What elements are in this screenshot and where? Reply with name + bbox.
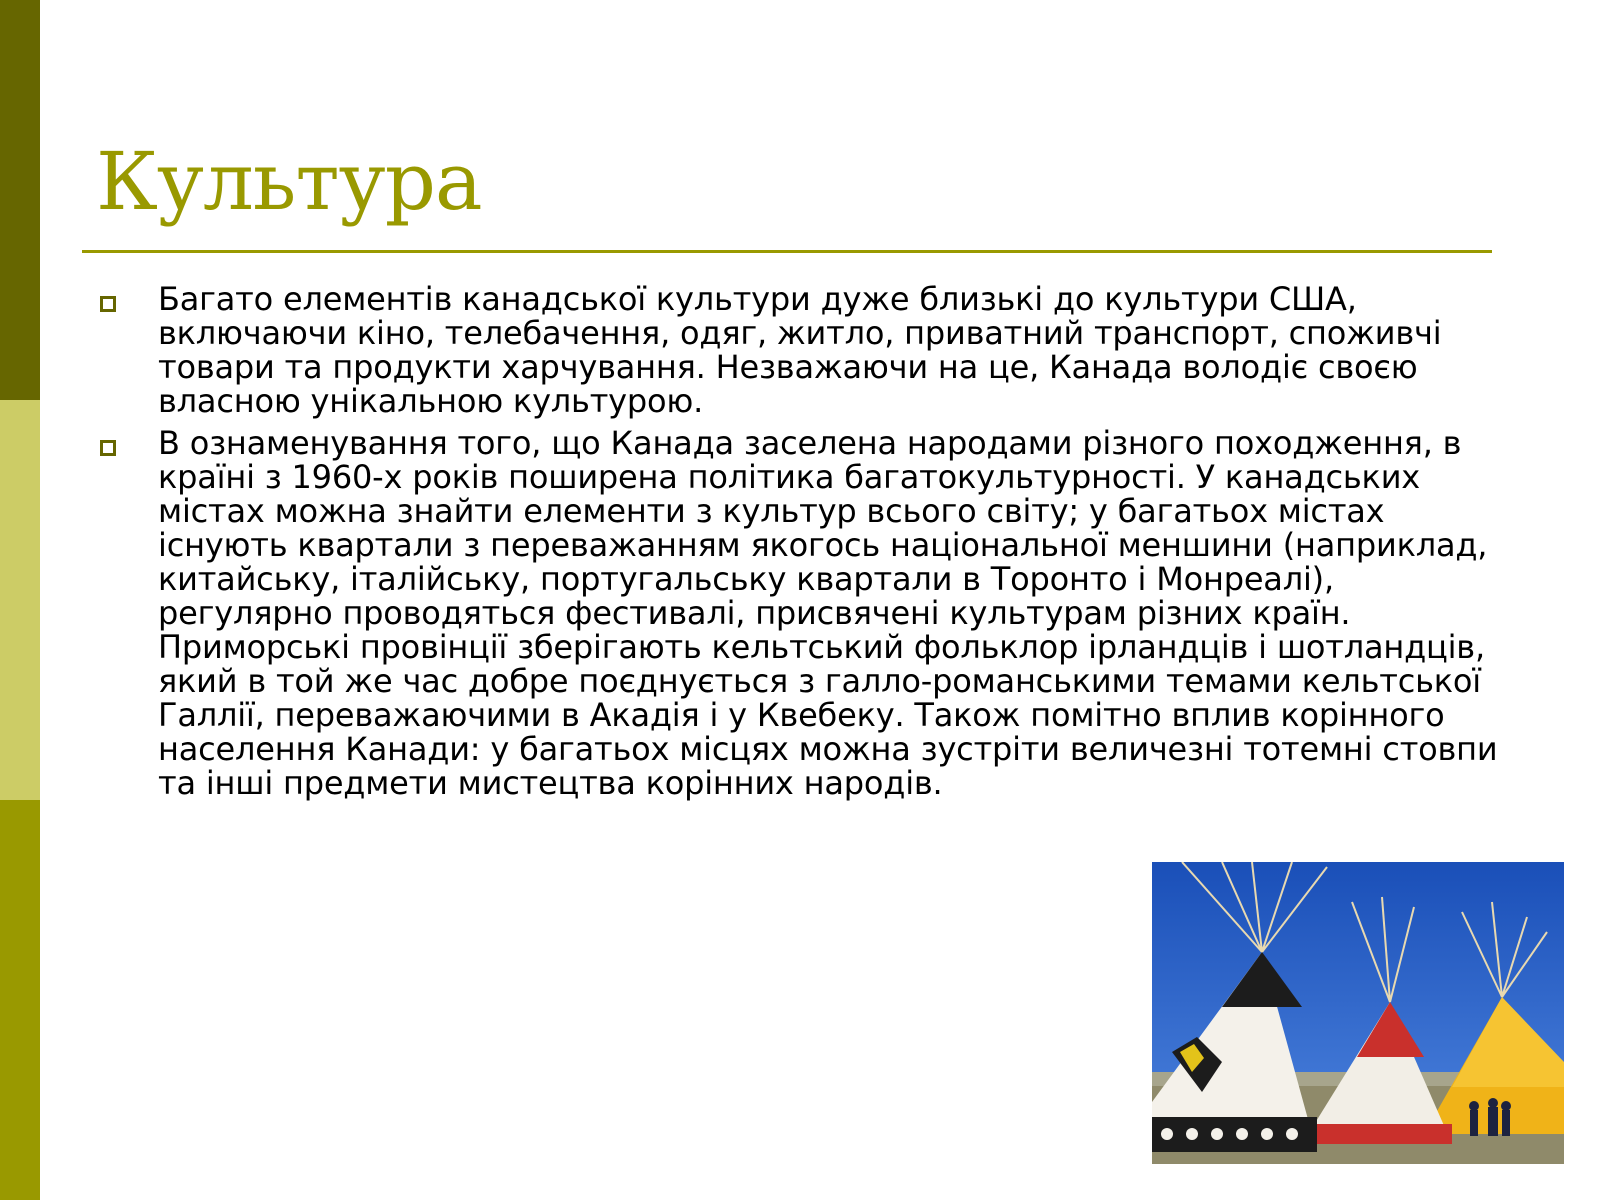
tipi-photo-illustration bbox=[1152, 862, 1564, 1164]
bullet-item bbox=[98, 426, 1508, 800]
bullet-text: Багато елементів канадської культури дуже близькі до культури США, включаючи кіно, телебачення, одяг, житло, приватний транспорт, споживчі товари та продукти харчування. Незважаючи на це, Канада володіє своєю власною унікальною культурою. bbox=[158, 280, 1442, 420]
bullet-item bbox=[98, 282, 1508, 418]
slide-title: Культура bbox=[96, 135, 482, 228]
tipi-photo bbox=[1152, 862, 1564, 1164]
sidebar-stripe-bottom bbox=[0, 800, 40, 1200]
sidebar-stripe-top bbox=[0, 0, 40, 400]
title-underline bbox=[82, 250, 1492, 253]
square-bullet-icon bbox=[100, 296, 116, 312]
square-bullet-icon bbox=[100, 440, 116, 456]
bullet-text: В ознаменування того, що Канада заселена народами різного походження, в країні з 1960-х років поширена політика багатокультурності. У канадських містах можна знайти елементи з культур всього світу; у багатьох містах існують квартали з переважанням якогось національної меншини (наприклад, китайську, італійську, португальську квартали в Торонто і Монреалі), регулярно проводяться фестивалі, присвячені культурам різних країн. Приморські провінції зберігають кельтський фольклор ірландців і шотландців, який в той же час добре поєднується з галло-романськими темами кельтської Галлії, переважаючими в Акадія і у Квебеку. Також помітно вплив корінного населення Канади: у багатьох місцях можна зустріти величезні тотемні стовпи та інші предмети мистецтва корінних народів. bbox=[158, 424, 1498, 802]
sidebar-stripe-middle bbox=[0, 400, 40, 800]
bullet-list bbox=[98, 282, 1508, 808]
